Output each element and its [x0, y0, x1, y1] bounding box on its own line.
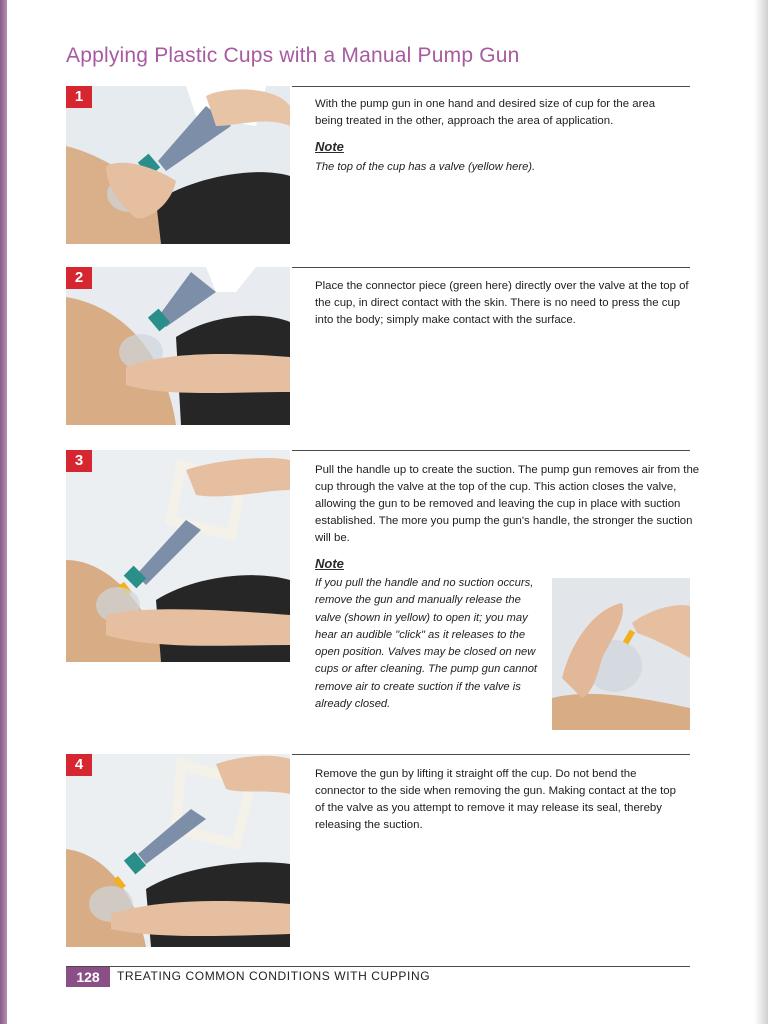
step-4-photo: [66, 754, 290, 947]
step-3-text: Pull the handle up to create the suction. The pump gun removes air from the cup through the valve at the top of the cup. This action closes the valve, allowing the gun to be removed and leaving the cup in place with suction established. The more you pump the gun's handle, the stronger the suction will be.: [315, 464, 700, 544]
page-number-badge: 128: [66, 967, 110, 987]
step-1-text-block: [315, 96, 675, 176]
step-4-rule: [292, 754, 690, 755]
step-1-photo: [66, 86, 290, 244]
step-3-text-block: [315, 462, 700, 576]
step-3-note-heading: Note: [315, 556, 344, 571]
step-1-note-text: The top of the cup has a valve (yellow here).: [315, 161, 536, 173]
step-2-text: Place the connector piece (green here) directly over the valve at the top of the cup, in direct contact with the skin. There is no need to press the cup into the body; simply make contact with the surface.: [315, 280, 689, 326]
step-2-rule: [292, 267, 690, 268]
step-4-number: 4: [66, 754, 92, 776]
step-2-photo: [66, 267, 290, 425]
step-3-rule: [292, 450, 690, 451]
step-1-number: 1: [66, 86, 92, 108]
step-2-number: 2: [66, 267, 92, 289]
left-edge-bar: [0, 0, 7, 1024]
footer-section-title: TREATING COMMON CONDITIONS WITH CUPPING: [117, 969, 431, 983]
valve-closeup-photo: [552, 578, 690, 730]
step-1-rule: [292, 86, 690, 87]
step-3-photo: [66, 450, 290, 662]
step-4-text: Remove the gun by lifting it straight off the cup. Do not bend the connector to the side when removing the gun. Making contact at the top of the valve as you attempt to remove it may release its seal, thereby releasing the suction.: [315, 768, 676, 831]
page-title: Applying Plastic Cups with a Manual Pump Gun: [66, 44, 520, 67]
footer-rule: [66, 966, 690, 967]
step-1-note-heading: Note: [315, 139, 344, 154]
step-1-text: With the pump gun in one hand and desired size of cup for the area being treated in the other, approach the area of application.: [315, 98, 656, 127]
step-3-number: 3: [66, 450, 92, 472]
step-3-note-text: If you pull the handle and no suction occurs, remove the gun and manually release the valve (shown in yellow) to open it; you may hear an audible "click" as it releases to the open position. Valves may be closed on new cups or after cleaning. The pump gun cannot remove air to create suction if the valve is already closed.: [315, 577, 538, 711]
page-edge-shadow: [754, 0, 768, 1024]
